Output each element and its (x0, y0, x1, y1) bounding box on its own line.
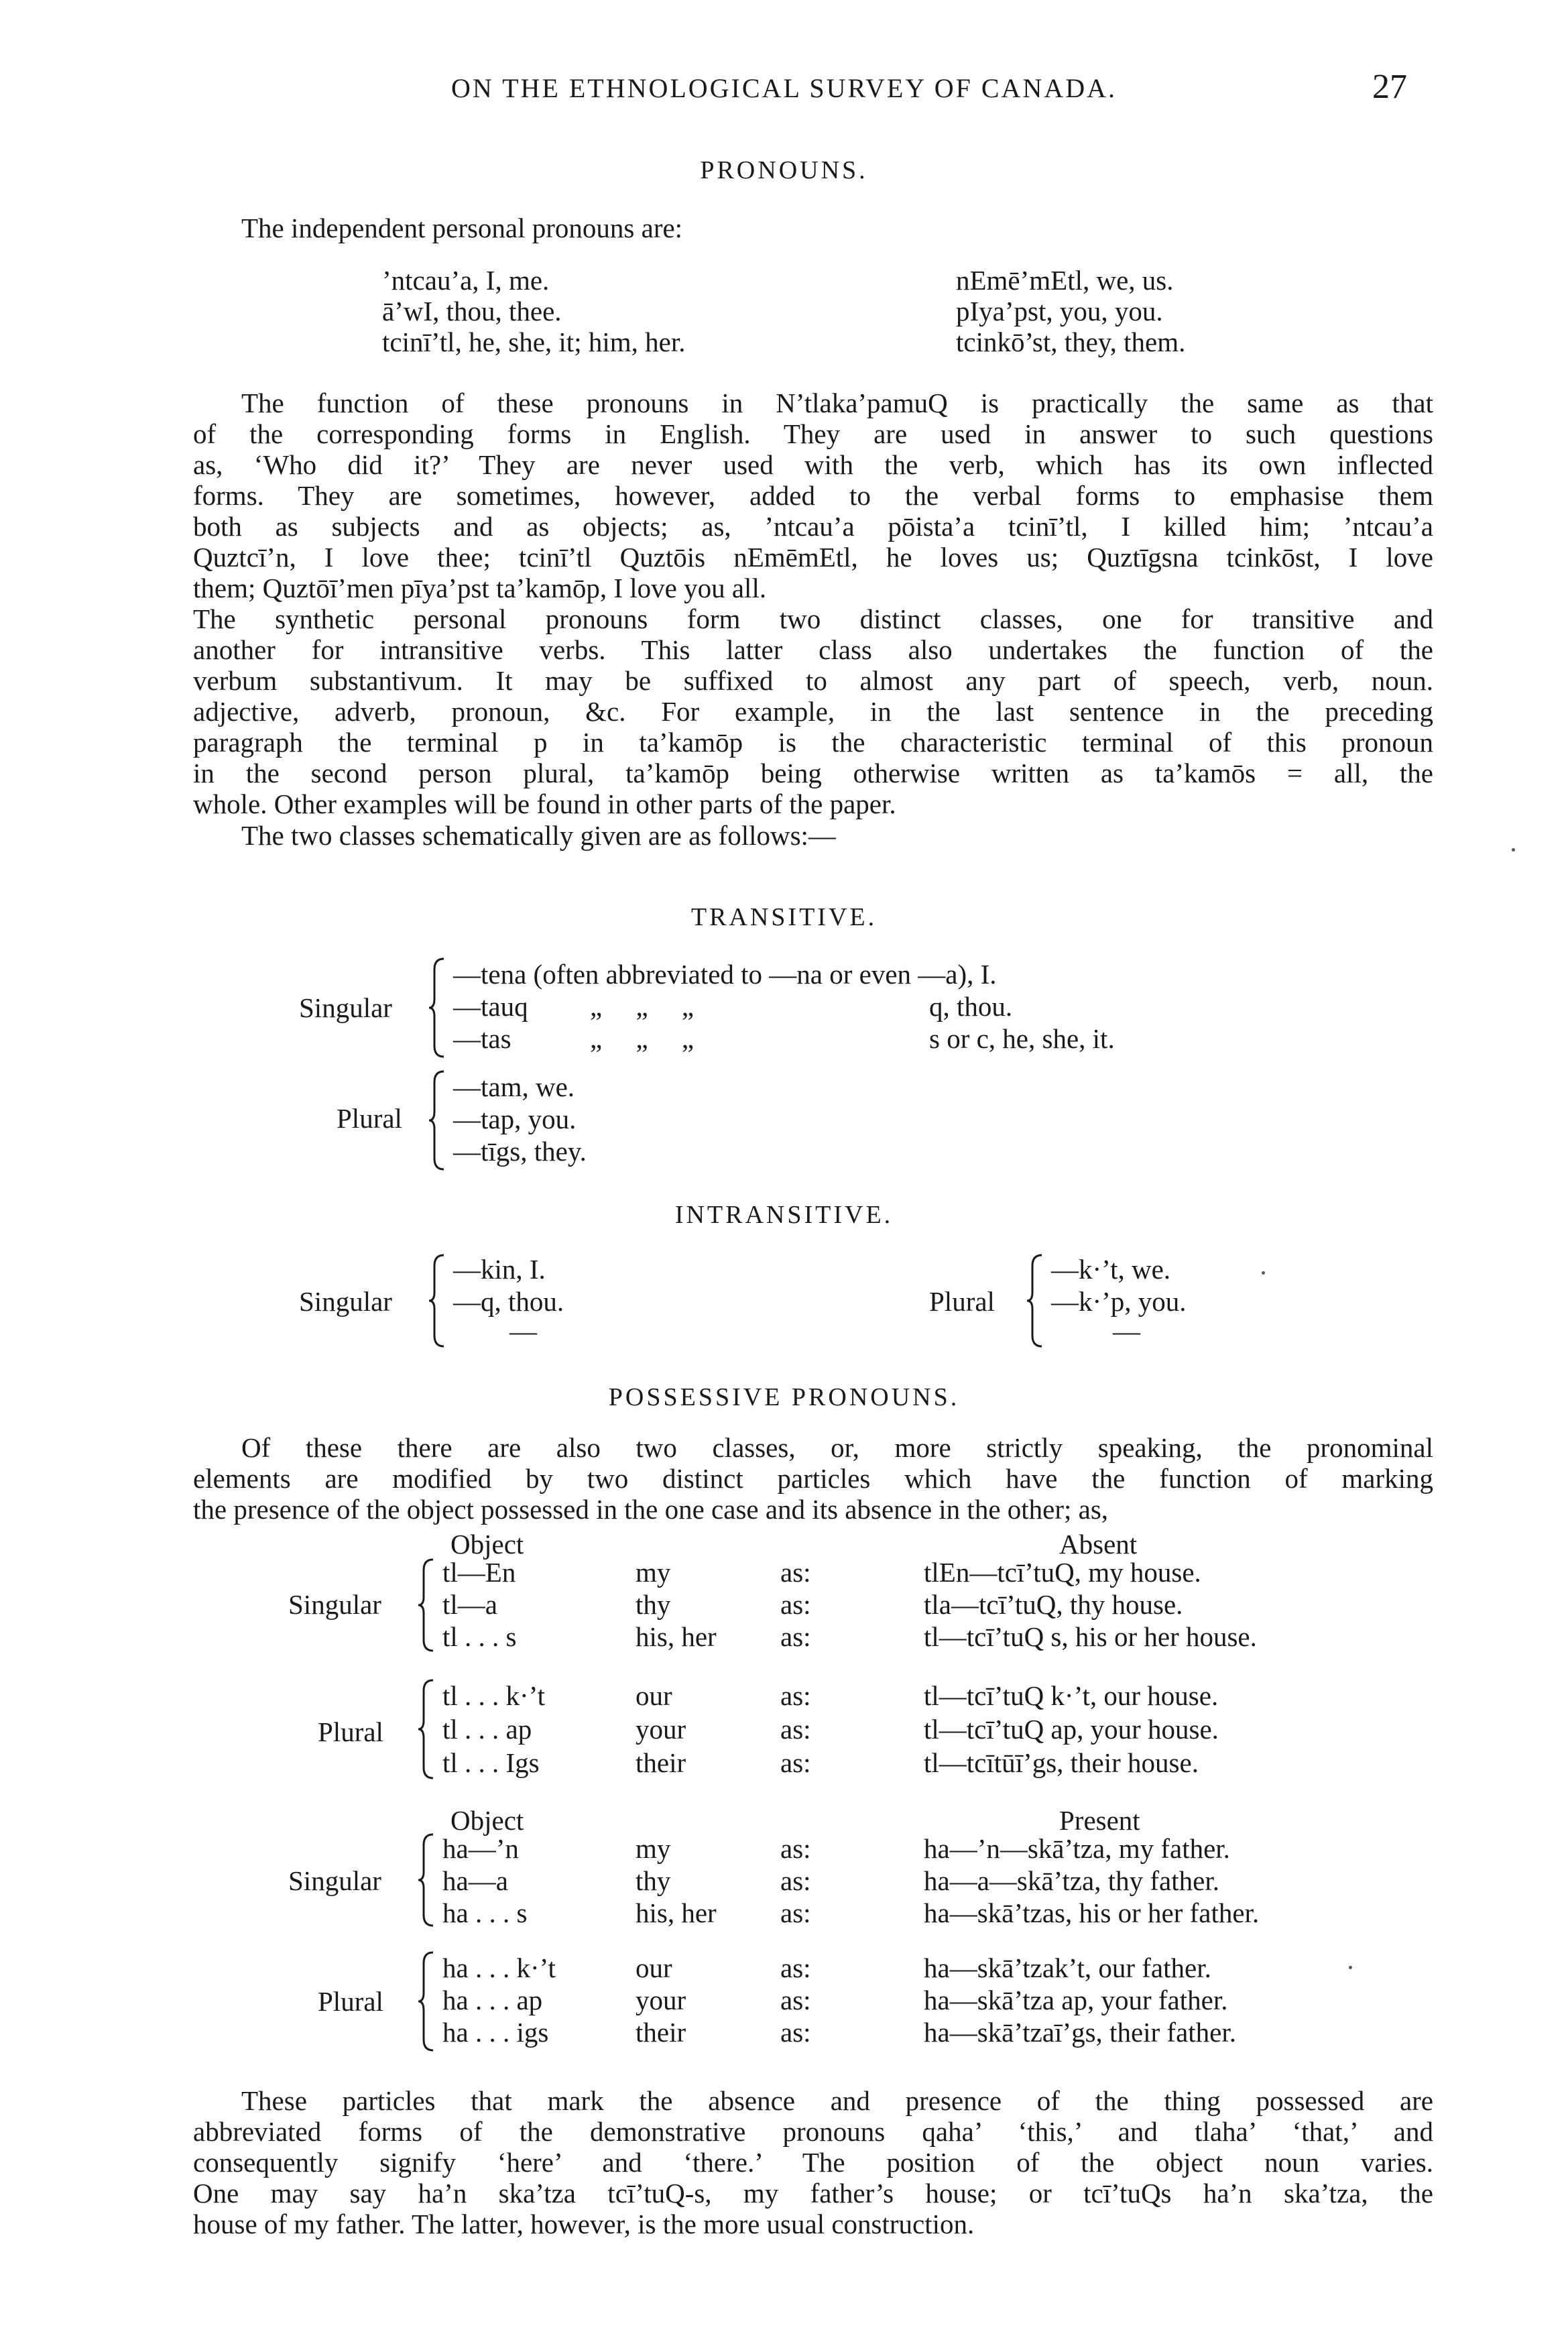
text-line: whole. Other examples will be found in other parts of the paper. (193, 788, 896, 819)
brace-icon (429, 1254, 445, 1348)
brace-icon (1027, 1254, 1043, 1348)
column-header: Absent (1059, 1529, 1138, 1560)
intransitive-form: —kin, I. (453, 1254, 546, 1285)
brace-icon (429, 957, 445, 1058)
text-line: elements are modified by two distinct particles which have the function of marking (193, 1463, 1433, 1494)
transitive-gloss: q, thou. (929, 991, 1013, 1022)
possessive-meaning: my (636, 1557, 671, 1588)
possessive-form: ha . . . ap (442, 1985, 543, 2015)
possessive-example: ha—’n—skā’tza, my father. (924, 1833, 1230, 1864)
text-line: consequently signify ‘here’ and ‘there.’ The position of the object noun varies. (193, 2147, 1433, 2178)
possessive-form: tl . . . Igs (442, 1747, 540, 1778)
paragraph-function (193, 388, 1433, 603)
text-line: One may say ha’n ska’tza tcī’tuQ-s, my father’s house; or tcī’tuQs ha’n ska’tza, the (193, 2178, 1433, 2209)
as-label: as: (780, 1985, 811, 2015)
plural-label: Plural (318, 1716, 383, 1747)
as-label: as: (780, 1747, 811, 1778)
possessive-example: ha—a—skā’tza, thy father. (924, 1865, 1219, 1896)
plural-label: Plural (337, 1103, 402, 1134)
intransitive-form: —k·’t, we. (1051, 1254, 1171, 1285)
transitive-form: —tas (453, 1023, 511, 1054)
pronoun-left: ā’wI, thou, thee. (382, 296, 562, 327)
as-label: as: (780, 1621, 811, 1652)
possessive-meaning: thy (636, 1589, 671, 1620)
possessive-form: tl—En (442, 1557, 516, 1588)
possessive-example: ha—skā’tza ap, your father. (924, 1985, 1228, 2015)
text-line: These particles that mark the absence and presence of the thing possessed are (241, 2085, 1433, 2116)
pronoun-left: tcinī’tl, he, she, it; him, her. (382, 327, 686, 357)
possessive-form: tl . . . ap (442, 1714, 532, 1745)
possessive-example: ha—skā’tzak’t, our father. (924, 1952, 1211, 1983)
plural-label: Plural (929, 1286, 995, 1317)
text-line: The function of these pronouns in N’tlaka’pamuQ is practically the same as that (241, 388, 1433, 418)
intransitive-form: — (1113, 1315, 1140, 1346)
intransitive-form: —k·’p, you. (1051, 1286, 1187, 1317)
ditto-marks: „ „ „ (590, 991, 695, 1022)
transitive-form: —tam, we. (453, 1071, 575, 1102)
text-line: of the corresponding forms in English. They are used in answer to such questions (193, 418, 1433, 449)
brace-icon (418, 1558, 434, 1652)
pronoun-right: pIya’pst, you, you. (956, 296, 1163, 327)
possessive-meaning: their (636, 1747, 686, 1778)
possessive-meaning: your (636, 1714, 686, 1745)
column-header: Present (1059, 1805, 1140, 1836)
text-line: as, ‘Who did it?’ They are never used with the verb, which has its own inflected (193, 449, 1433, 480)
brace-icon (418, 1951, 434, 2052)
singular-label: Singular (288, 1589, 381, 1620)
possessive-example: tl—tcī’tuQ ap, your house. (924, 1714, 1219, 1745)
possessive-form: ha . . . k·’t (442, 1952, 556, 1983)
transitive-form: —tīgs, they. (453, 1136, 587, 1167)
ditto-marks: „ „ „ (590, 1023, 695, 1054)
possessive-meaning: your (636, 1985, 686, 2015)
column-header: Object (450, 1805, 524, 1836)
text-line: the presence of the object possessed in the one case and its absence in the other; as, (193, 1494, 1109, 1525)
intro-line: The independent personal pronouns are: (241, 213, 683, 243)
paragraph-possessive-intro (193, 1432, 1433, 1525)
pronoun-left: ’ntcau’a, I, me. (382, 265, 550, 296)
singular-label: Singular (288, 1865, 381, 1896)
possessive-meaning: my (636, 1833, 671, 1864)
possessive-meaning: our (636, 1952, 672, 1983)
as-label: as: (780, 1897, 811, 1928)
as-label: as: (780, 1589, 811, 1620)
pronoun-right: tcinkō’st, they, them. (956, 327, 1186, 357)
as-label: as: (780, 1952, 811, 1983)
column-header: Object (450, 1529, 524, 1560)
possessive-example: tla—tcī’tuQ, thy house. (924, 1589, 1183, 1620)
possessive-meaning: his, her (636, 1621, 717, 1652)
possessive-form: tl . . . s (442, 1621, 517, 1652)
text-line: another for intransitive verbs. This latter class also undertakes the function of the (193, 634, 1433, 665)
pronouns-heading: PRONOUNS. (700, 156, 868, 184)
possessive-heading: POSSESSIVE PRONOUNS. (608, 1383, 960, 1411)
text-line: Of these there are also two classes, or, more strictly speaking, the pronominal (241, 1432, 1433, 1463)
possessive-example: tl—tcītūī’gs, their house. (924, 1747, 1199, 1778)
print-speck (1262, 1271, 1265, 1275)
possessive-form: tl—a (442, 1589, 497, 1620)
print-speck (1349, 1966, 1352, 1969)
singular-label: Singular (299, 992, 392, 1023)
possessive-example: tlEn—tcī’tuQ, my house. (924, 1557, 1201, 1588)
possessive-meaning: their (636, 2017, 686, 2048)
text-line: them; Quztōī’men pīya’pst ta’kamōp, I love you all. (193, 573, 767, 603)
as-label: as: (780, 1833, 811, 1864)
text-line: paragraph the terminal p in ta’kamōp is the characteristic terminal of this pronoun (193, 727, 1433, 758)
text-line: abbreviated forms of the demonstrative pronouns qaha’ ‘this,’ and tlaha’ ‘that,’ and (193, 2116, 1433, 2147)
transitive-form: —tap, you. (453, 1104, 577, 1134)
as-label: as: (780, 1865, 811, 1896)
possessive-meaning: his, her (636, 1897, 717, 1928)
as-label: as: (780, 1557, 811, 1588)
running-head: ON THE ETHNOLOGICAL SURVEY OF CANADA. (451, 73, 1117, 103)
text-line: forms. They are sometimes, however, added to the verbal forms to emphasise them (193, 480, 1433, 511)
brace-icon (418, 1833, 434, 1927)
possessive-meaning: our (636, 1680, 672, 1711)
transitive-form: —tena (often abbreviated to —na or even —a), I. (453, 959, 997, 990)
possessive-example: tl—tcī’tuQ k·’t, our house. (924, 1680, 1219, 1711)
pronoun-right: nEmē’mEtl, we, us. (956, 265, 1174, 296)
text-line: Quztcī’n, I love thee; tcinī’tl Quztōis nEmēmEtl, he loves us; Quztīgsna tcinkōst, I love (193, 542, 1433, 573)
paragraph-synthetic (193, 603, 1433, 819)
transitive-gloss: s or c, he, she, it. (929, 1023, 1115, 1054)
schematic-intro: The two classes schematically given are as follows:— (241, 820, 836, 851)
possessive-form: ha . . . igs (442, 2017, 549, 2048)
transitive-heading: TRANSITIVE. (690, 903, 878, 931)
singular-label: Singular (299, 1286, 392, 1317)
as-label: as: (780, 1680, 811, 1711)
print-speck (1512, 848, 1515, 852)
as-label: as: (780, 1714, 811, 1745)
paragraph-closing (193, 2085, 1433, 2239)
as-label: as: (780, 2017, 811, 2048)
plural-label: Plural (318, 1986, 383, 2017)
possessive-form: ha—’n (442, 1833, 519, 1864)
text-line: both as subjects and as objects; as, ’ntcau’a pōista’a tcinī’tl, I killed him; ’ntcau’a (193, 511, 1433, 542)
text-line: adjective, adverb, pronoun, &c. For example, in the last sentence in the preceding (193, 696, 1433, 727)
text-line: verbum substantivum. It may be suffixed to almost any part of speech, verb, noun. (193, 665, 1433, 696)
possessive-form: tl . . . k·’t (442, 1680, 545, 1711)
text-line: in the second person plural, ta’kamōp being otherwise written as ta’kamōs = all, the (193, 758, 1433, 788)
possessive-example: ha—skā’tzas, his or her father. (924, 1897, 1260, 1928)
page-number: 27 (1372, 68, 1407, 106)
possessive-form: ha—a (442, 1865, 508, 1896)
intransitive-form: —q, thou. (453, 1286, 564, 1317)
intransitive-form: — (509, 1315, 537, 1346)
brace-icon (418, 1679, 434, 1779)
possessive-meaning: thy (636, 1865, 671, 1896)
text-line: The synthetic personal pronouns form two distinct classes, one for transitive and (193, 603, 1433, 634)
intransitive-heading: INTRANSITIVE. (674, 1201, 894, 1229)
brace-icon (429, 1070, 445, 1171)
text-line: house of my father. The latter, however, is the more usual construction. (193, 2209, 975, 2239)
possessive-example: tl—tcī’tuQ s, his or her house. (924, 1621, 1257, 1652)
transitive-form: —tauq (453, 991, 528, 1022)
possessive-form: ha . . . s (442, 1897, 528, 1928)
possessive-example: ha—skā’tzaī’gs, their father. (924, 2017, 1237, 2048)
